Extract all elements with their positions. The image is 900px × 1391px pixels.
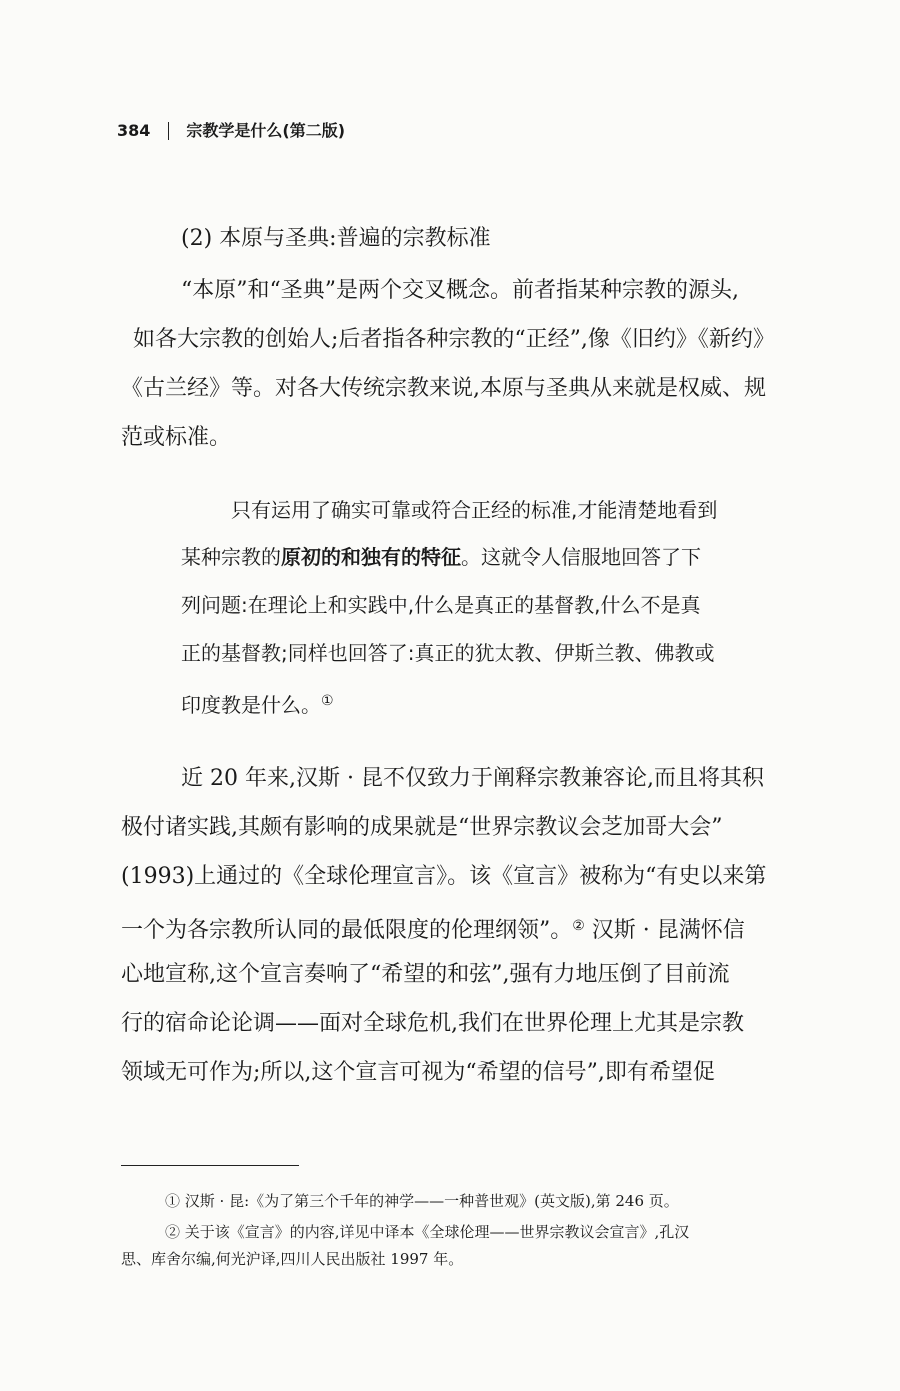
running-header [117, 120, 345, 142]
quote-emphasis: 原初的和独有的特征 [281, 545, 461, 569]
para2-line: 领域无可作为;所以,这个宣言可视为“希望的信号”,即有希望促 [121, 1060, 715, 1085]
para1-line: 范或标准。 [121, 425, 232, 450]
para1-line: 如各大宗教的创始人;后者指各种宗教的“正经”,像《旧约》《新约》 [133, 327, 775, 352]
quote-line: 列问题:在理论上和实践中,什么是真正的基督教,什么不是真 [181, 593, 701, 617]
header-separator [168, 122, 169, 140]
para1-line: 《古兰经》等。对各大传统宗教来说,本原与圣典从来就是权威、规 [121, 376, 766, 401]
para2-line: 极付诸实践,其颇有影响的成果就是“世界宗教议会芝加哥大会” [121, 815, 723, 840]
footnote-divider [121, 1165, 299, 1166]
footnote-ref-2[interactable]: ② [572, 918, 585, 934]
para2-text: 一个为各宗教所认同的最低限度的伦理纲领”。 [121, 918, 573, 943]
footnote-1: ① 汉斯 · 昆:《为了第三个千年的神学——一种普世观》(英文版),第 246 页。 [165, 1192, 679, 1210]
quote-line: 只有运用了确实可靠或符合正经的标准,才能清楚地看到 [231, 498, 718, 522]
para2-line: 近 20 年来,汉斯 · 昆不仅致力于阐释宗教兼容论,而且将其积 [181, 766, 764, 791]
para2-line: 行的宿命论论调——面对全球危机,我们在世界伦理上尤其是宗教 [121, 1011, 744, 1036]
footnote-ref-1[interactable]: ① [321, 693, 334, 709]
quote-text: 印度教是什么。 [181, 693, 321, 717]
para1-line: “本原”和“圣典”是两个交叉概念。前者指某种宗教的源头, [181, 278, 739, 303]
quote-line [181, 686, 334, 720]
para2-line: (1993)上通过的《全球伦理宣言》。该《宣言》被称为“有史以来第 [121, 864, 767, 889]
quote-line: 正的基督教;同样也回答了:真正的犹太教、伊斯兰教、佛教或 [181, 641, 715, 665]
footnote-2: ② 关于该《宣言》的内容,详见中译本《全球伦理——世界宗教议会宣言》,孔汉 [165, 1223, 690, 1241]
para2-line: 心地宣称,这个宣言奏响了“希望的和弦”,强有力地压倒了目前流 [121, 962, 730, 987]
quote-line [181, 542, 701, 572]
para2-text: 汉斯 · 昆满怀信 [584, 918, 745, 943]
quote-text: 某种宗教的 [181, 545, 281, 569]
book-title: 宗教学是什么(第二版) [186, 121, 346, 140]
section-heading: (2) 本原与圣典:普遍的宗教标准 [181, 226, 491, 251]
quote-text: 。这就令人信服地回答了下 [461, 545, 701, 569]
para2-line [121, 911, 745, 946]
page-number: 384 [117, 121, 151, 140]
footnote-2-cont: 思、库舍尔编,何光沪译,四川人民出版社 1997 年。 [121, 1250, 464, 1268]
